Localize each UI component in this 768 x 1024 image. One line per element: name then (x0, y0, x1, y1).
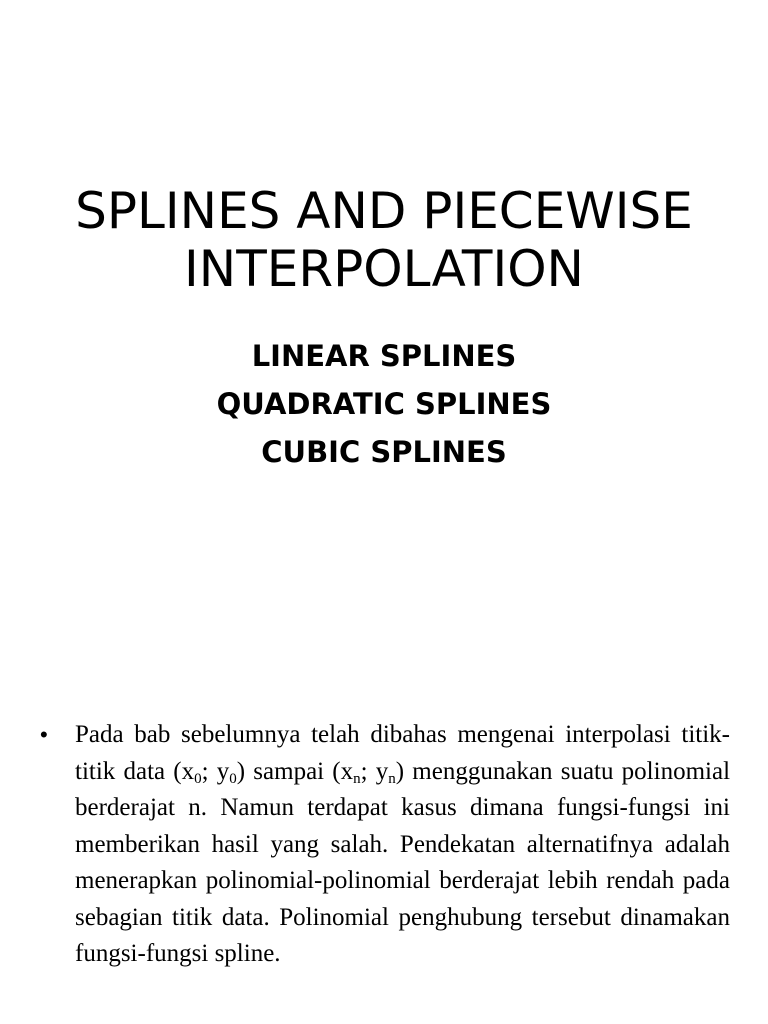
paragraph-part-3: ) sampai (x (236, 757, 354, 785)
paragraph-part-4: ; y (360, 757, 389, 785)
slide-title-line-2: INTERPOLATION (184, 240, 584, 298)
paragraph-part-2: ; y (201, 757, 230, 785)
subscript-y0: 0 (229, 770, 237, 787)
subscript-xn: n (353, 770, 361, 787)
subtitle-list (0, 332, 768, 476)
subtitle-cubic-splines: CUBIC SPLINES (261, 435, 507, 469)
body-text (40, 717, 730, 973)
slide-title-line-1: SPLINES AND PIECEWISE (75, 182, 693, 240)
slide-title (0, 182, 768, 298)
subtitle-linear-splines: LINEAR SPLINES (251, 339, 517, 373)
body-paragraph (75, 717, 730, 973)
bullet-icon: • (40, 722, 48, 747)
subtitle-quadratic-splines: QUADRATIC SPLINES (216, 387, 552, 421)
subscript-yn: n (388, 770, 396, 787)
subscript-x0: 0 (194, 770, 202, 787)
paragraph-part-1: Pada bab sebelumnya telah dibahas mengenai interpolasi titik-titik data (x (75, 721, 730, 785)
paragraph-part-5: ) menggunakan suatu polinomial berderajat n. Namun terdapat kasus dimana fungsi-fungsi ini memberikan hasil yang salah. Pendekatan alternatifnya adalah menerapkan polinomial-polinomial berderajat lebih rendah pada sebagian titik data. Polinomial penghubung tersebut dinamakan fungsi-fungsi spline. (75, 757, 731, 967)
